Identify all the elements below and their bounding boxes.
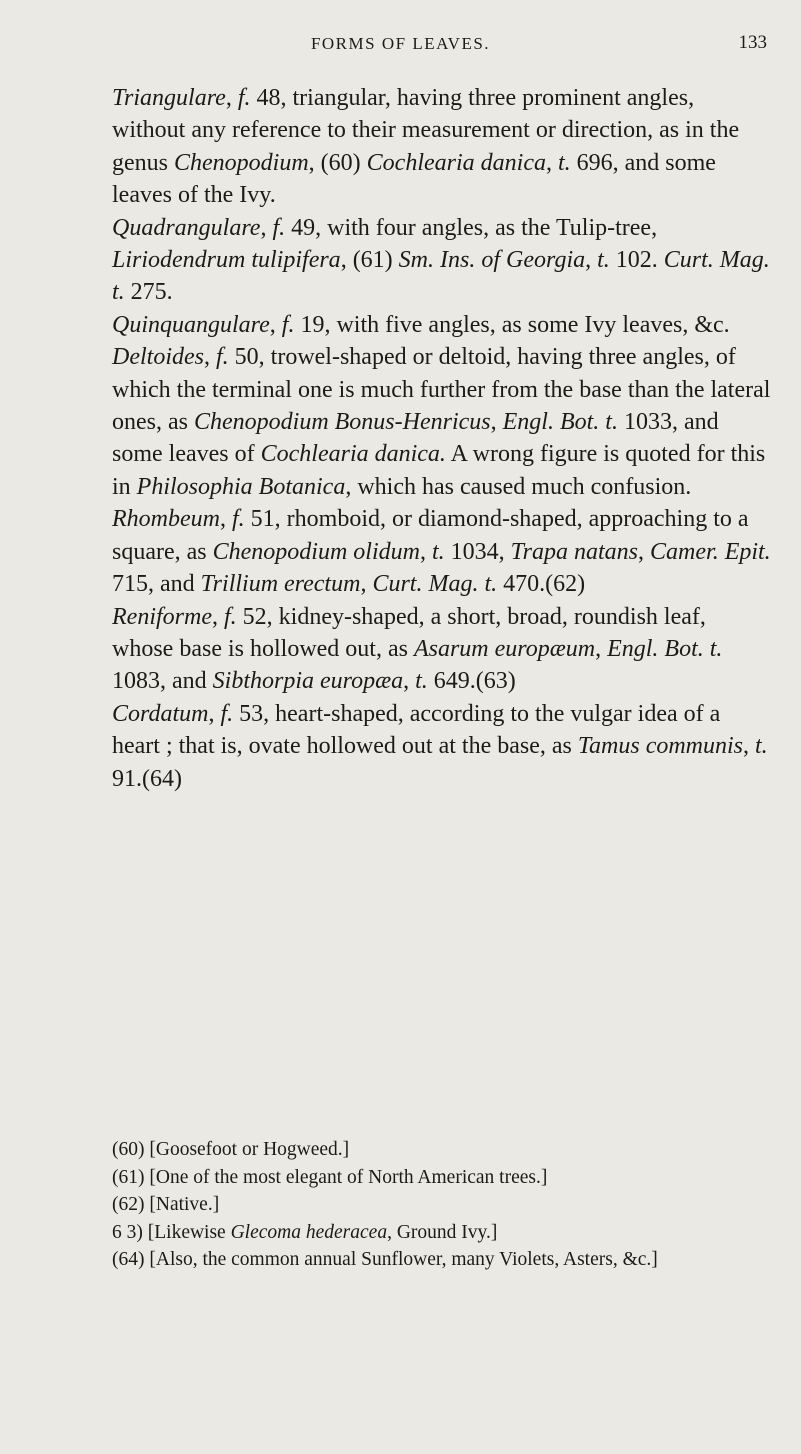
text-run: , (585, 247, 598, 274)
italic-run: Quinquangulare (112, 311, 270, 338)
text-run: , (61) (340, 247, 399, 274)
italic-run: t. (557, 149, 571, 176)
entry-rhombeum (112, 503, 772, 600)
text-run: 470.(62) (497, 571, 586, 598)
text-run: , (203, 344, 216, 371)
text-run: , (211, 603, 224, 630)
text-run: 91.(64) (112, 765, 182, 792)
text-run: 102. (609, 247, 664, 274)
text-run: 53, heart-shaped, according to the vulgar idea of a heart ; that is, ovate hollowed out at the base, as (112, 700, 721, 760)
italic-run: f. (231, 506, 245, 533)
footnotes (112, 1136, 772, 1274)
entry-quadrangulare (112, 212, 772, 309)
footnote-60 (112, 1136, 772, 1164)
entry-reniforme (112, 601, 772, 698)
italic-run: Trapa natans (510, 538, 639, 565)
italic-run: Chenopodium olidum (212, 538, 420, 565)
footnote-63 (112, 1219, 772, 1247)
entry-cordatum (112, 698, 772, 795)
text-run: , (595, 635, 608, 662)
italic-run: Curt. Mag. t. (112, 247, 770, 306)
italic-run: Engl. Bot. t. (502, 409, 618, 436)
text-run: (64) [Also, the common annual Sunflower, many Violets, Asters, &c.] (112, 1249, 658, 1271)
text-run: (61) [One of the most elegant of North American trees.] (112, 1166, 548, 1188)
italic-run: Asarum europæum (413, 635, 596, 662)
text-run: (60) [Goosefoot or Hogweed.] (112, 1139, 350, 1160)
text-run: 1083, and (112, 668, 213, 695)
running-title: FORMS OF LEAVES. (310, 34, 491, 53)
text-run: 649.(63) (427, 668, 516, 695)
text-run: 6 3) [Likewise (112, 1221, 231, 1243)
text-run: A wrong figure is quoted for this in (112, 441, 766, 500)
footnote-64 (112, 1246, 772, 1274)
text-run: , (638, 538, 651, 565)
entry-quinquangulare (112, 309, 772, 341)
italic-run: Cochlearia danica (366, 149, 546, 176)
text-run: , (403, 668, 416, 695)
text-run: 49, with four angles, as the Tulip-tree, (285, 214, 658, 241)
text-run: , (490, 409, 503, 436)
text-run: 48, triangular, having three prominent angles, without any reference to their measurement or direction, as in the genus (112, 85, 740, 176)
text-run: , which has caused much confusion. (345, 473, 692, 500)
running-head (0, 28, 801, 52)
italic-run: Sm. Ins. of Georgia (398, 247, 586, 274)
italic-run: Chenopodium (174, 149, 309, 176)
text-run: , (743, 733, 756, 760)
text-run: 696, and some leaves of the Ivy. (112, 149, 716, 209)
italic-run: Cochlearia danica. (260, 441, 446, 468)
page-number: 133 (738, 32, 767, 53)
text-run: 1034, (444, 538, 511, 565)
italic-run: f. (220, 700, 234, 727)
text-run: (62) [Native.] (112, 1194, 220, 1216)
footnote-61 (112, 1164, 772, 1192)
text-run: , (269, 311, 282, 338)
italic-run: Deltoides (112, 344, 204, 371)
italic-run: t. (431, 538, 445, 565)
text-run: 1033, and some leaves of (112, 409, 719, 468)
italic-run: Glecoma hederacea (230, 1221, 388, 1243)
italic-run: f. (223, 603, 237, 630)
italic-run: Chenopodium Bonus-Henricus (193, 409, 491, 436)
italic-run: Liriodendrum tulipifera (112, 247, 341, 274)
body-text (112, 82, 772, 795)
italic-run: t. (415, 668, 428, 695)
italic-run: Cordatum (112, 700, 209, 727)
text-run: 51, rhomboid, or diamond-shaped, approaching to a square, as (112, 506, 749, 565)
italic-run: Engl. Bot. t. (607, 635, 723, 662)
italic-run: Quadrangulare (112, 214, 261, 241)
italic-run: f. (272, 214, 286, 241)
text-run: , Ground Ivy.] (387, 1221, 498, 1243)
text-run: , (419, 538, 432, 565)
italic-run: t. (755, 733, 768, 760)
italic-run: Philosophia Botanica (136, 473, 346, 500)
text-run: 50, trowel-shaped or deltoid, having three angles, of which the terminal one is much further from the base than the lateral ones, as (112, 344, 771, 436)
italic-run: Triangulare (112, 85, 226, 111)
italic-run: Rhombeum (112, 506, 220, 533)
italic-run: Trillium erectum (200, 571, 361, 598)
entry-deltoides (112, 341, 772, 503)
italic-run: f. (237, 85, 251, 111)
italic-run: Reniforme (112, 603, 212, 630)
text-run: , (545, 149, 558, 176)
text-run: , (219, 506, 232, 533)
italic-run: t. (597, 247, 610, 274)
text-run: , (60) (308, 149, 367, 176)
text-run: 52, kidney-shaped, a short, broad, roundish leaf, whose base is hollowed out, as (112, 603, 706, 662)
text-run: , (260, 214, 273, 241)
text-run: , (360, 571, 373, 598)
italic-run: f. (281, 311, 295, 338)
text-run: , (208, 700, 221, 727)
italic-run: Camer. Epit. (650, 538, 771, 565)
footnote-62 (112, 1191, 772, 1219)
text-run: 19, with five angles, as some Ivy leaves, &c. (294, 311, 730, 338)
italic-run: Tamus communis (577, 733, 744, 760)
italic-run: f. (215, 344, 229, 371)
text-run: , (225, 85, 238, 111)
text-run: 715, and (112, 571, 201, 598)
text-run: 275. (124, 279, 173, 306)
entry-triangulare (112, 82, 772, 212)
italic-run: Curt. Mag. t. (372, 571, 498, 598)
italic-run: Sibthorpia europæa (212, 668, 404, 695)
